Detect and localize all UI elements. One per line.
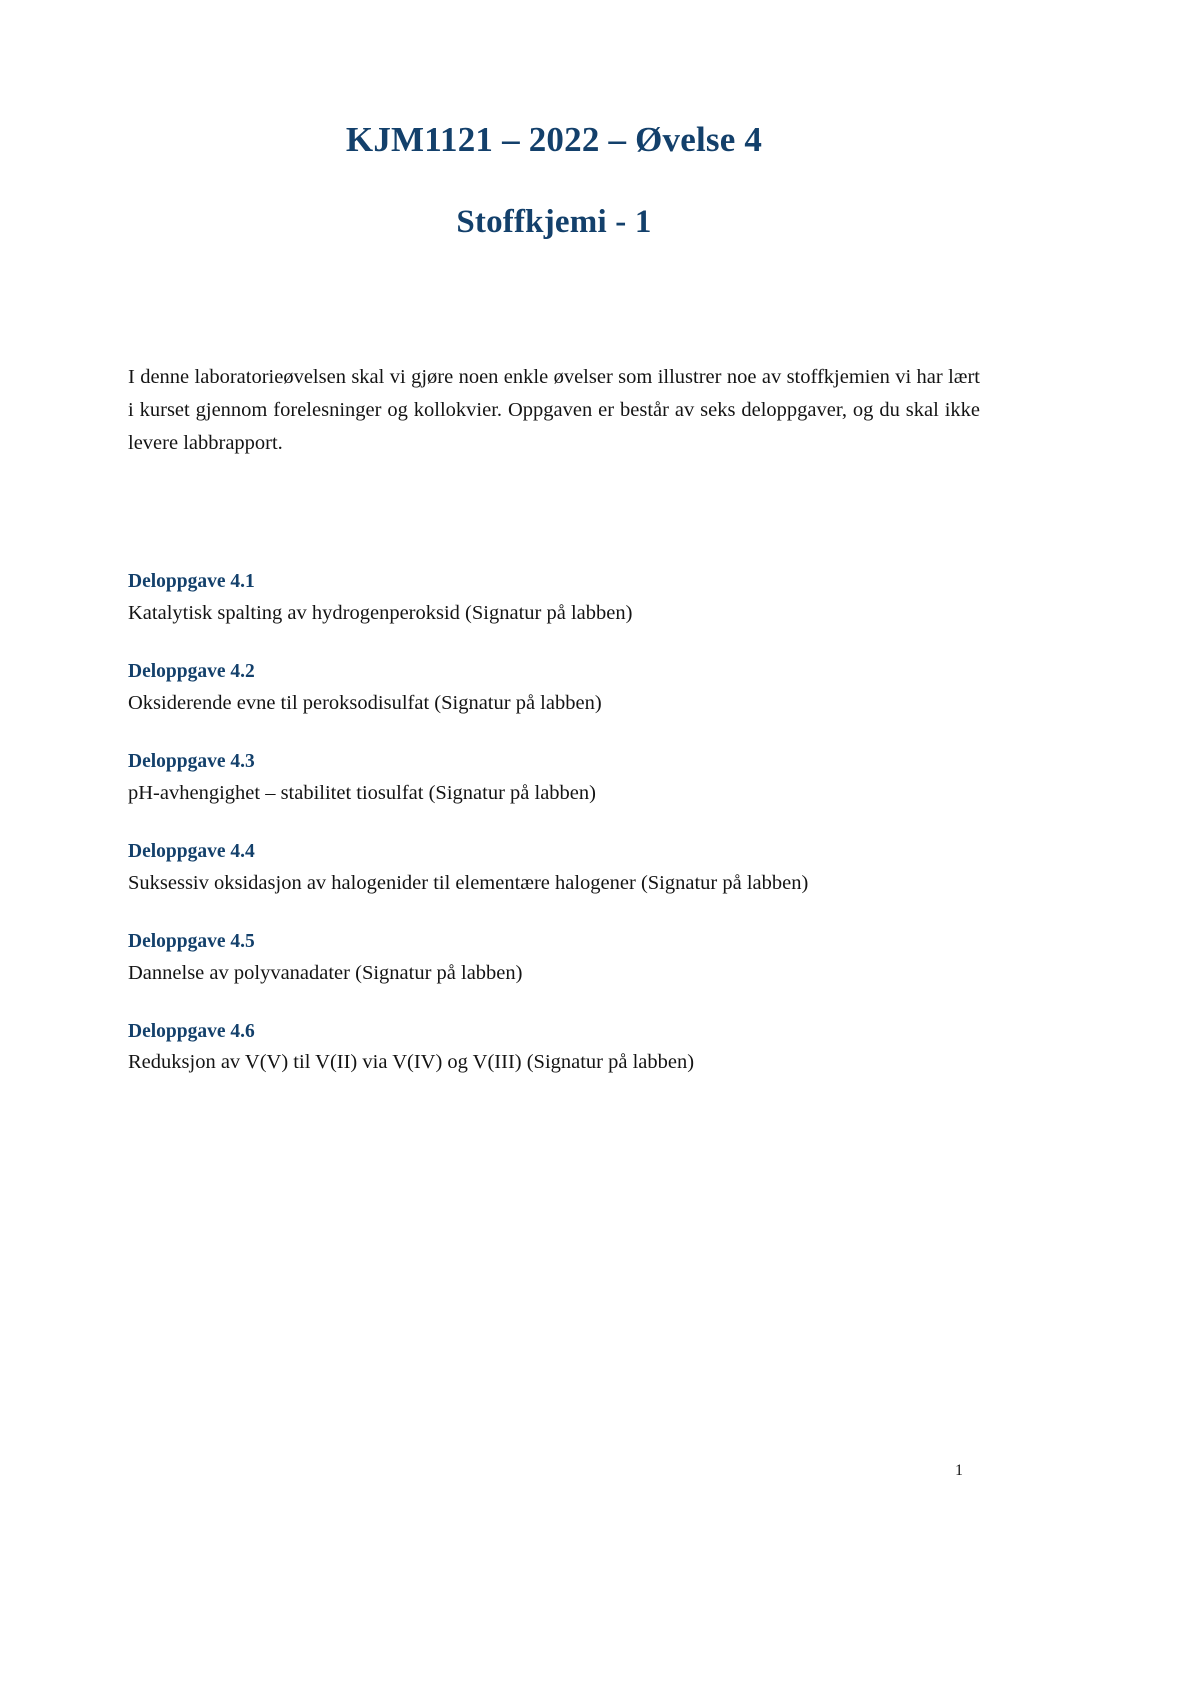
task-heading: Deloppgave 4.3 [128,751,255,773]
page-subtitle: Stoffkjemi - 1 [456,203,652,240]
task-description: pH-avhengighet – stabilitet tiosulfat (Signatur på labben) [128,781,596,804]
task-heading: Deloppgave 4.6 [128,1021,255,1043]
page-title: KJM1121 – 2022 – Øvelse 4 [345,120,763,159]
task-heading: Deloppgave 4.5 [128,931,255,953]
list-item [128,837,980,898]
intro-paragraph: I denne laboratorieøvelsen skal vi gjøre noen enkle øvelser som illustrer noe av stoffkjemien vi har lært i kurset gjennom forelesninger og kollokvier. Oppgaven er består av seks deloppgaver, og du skal ikke levere labbrapport. [128,366,980,454]
task-heading: Deloppgave 4.4 [128,841,255,863]
document-body [128,118,980,1107]
task-description: Oksiderende evne til peroksodisulfat (Signatur på labben) [128,691,602,714]
list-item [128,1017,980,1078]
list-item [128,567,980,628]
task-description: Dannelse av polyvanadater (Signatur på labben) [128,961,523,984]
list-item [128,657,980,718]
task-list [128,567,980,1078]
page-number: 1 [955,1462,963,1479]
task-description: Reduksjon av V(V) til V(II) via V(IV) og V(III) (Signatur på labben) [128,1051,695,1074]
task-heading: Deloppgave 4.2 [128,661,255,683]
task-heading: Deloppgave 4.1 [128,571,255,593]
list-item [128,747,980,808]
task-description: Suksessiv oksidasjon av halogenider til elementære halogener (Signatur på labben) [128,871,809,894]
task-description: Katalytisk spalting av hydrogenperoksid (Signatur på labben) [128,601,633,624]
list-item [128,927,980,988]
